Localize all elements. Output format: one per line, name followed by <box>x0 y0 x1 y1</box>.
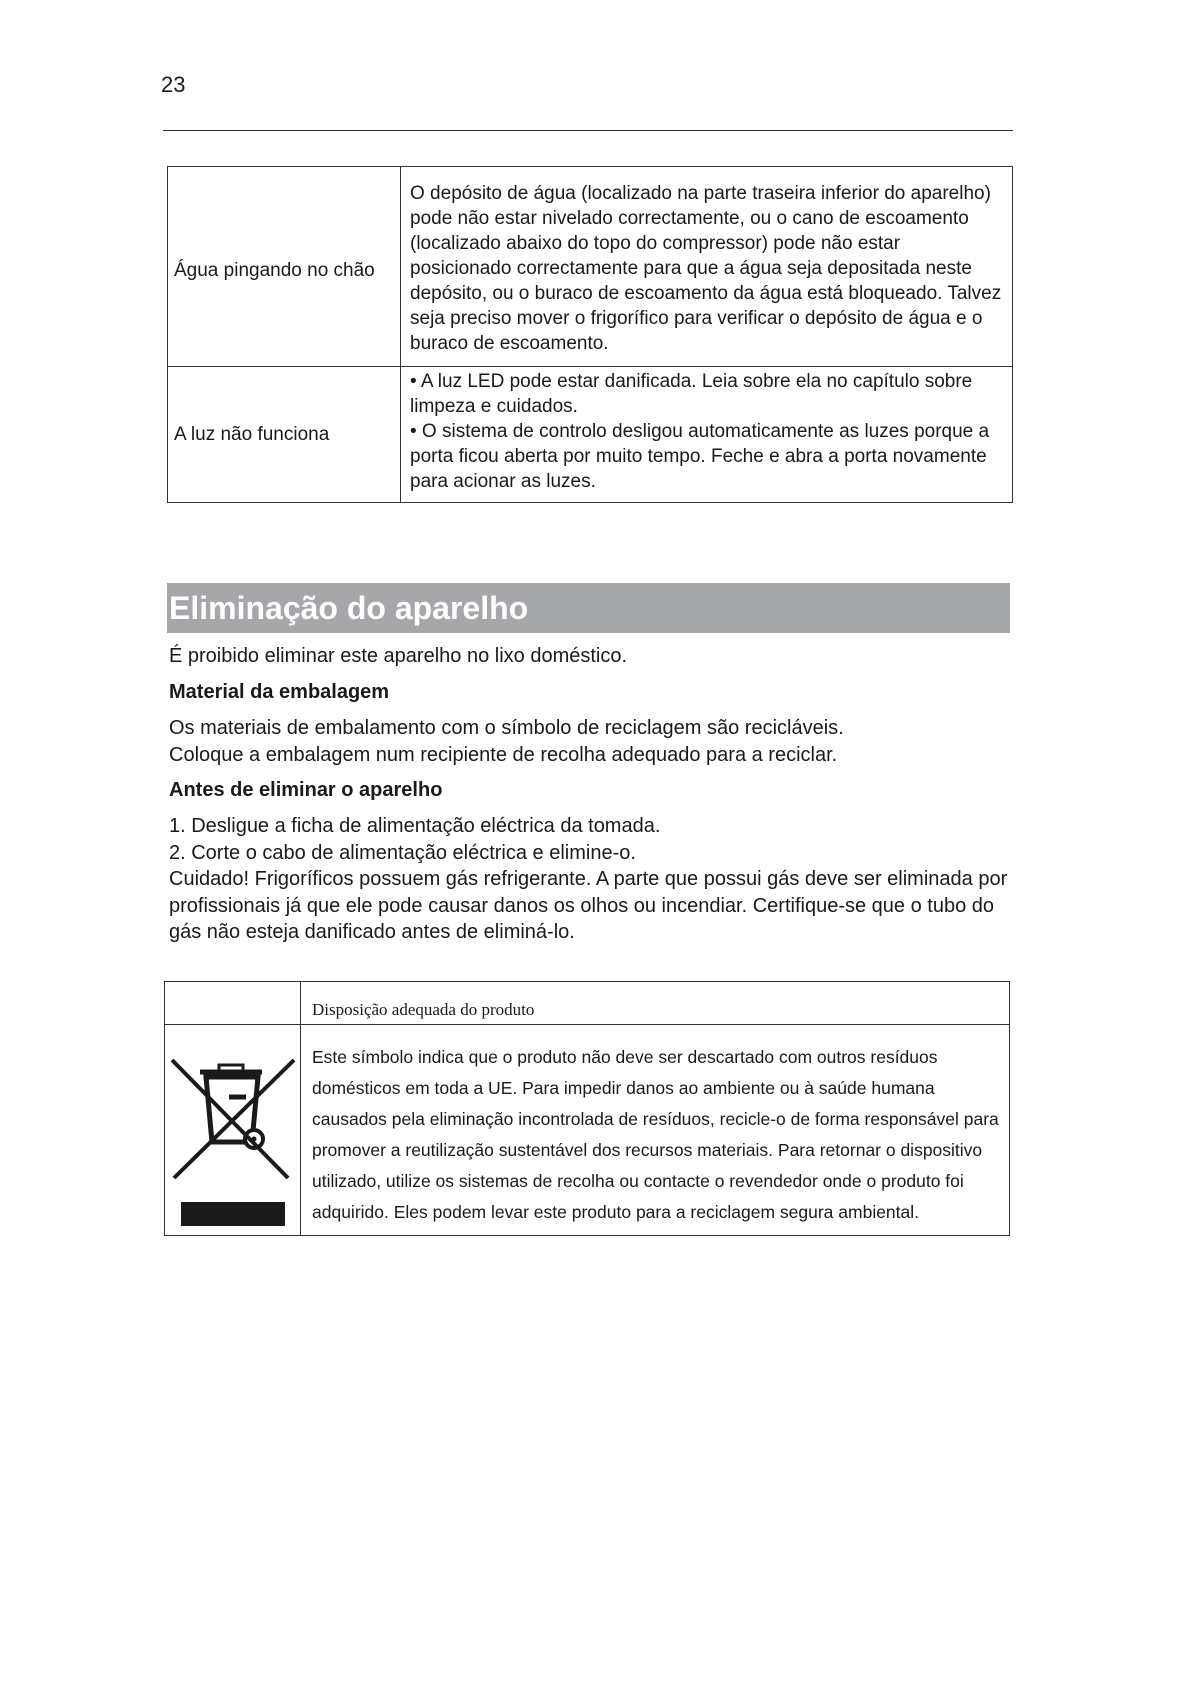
troubleshooting-table <box>167 166 1013 503</box>
problem-cell <box>168 367 401 503</box>
crossed-out-wheelie-bin-icon <box>166 1025 299 1235</box>
table-row <box>168 167 1013 367</box>
section-heading: Eliminação do aparelho <box>167 583 1010 633</box>
solution-cell: O depósito de água (localizado na parte traseira inferior do aparelho) pode não estar nivelado correctamente, ou o cano de escoamento (localizado abaixo do topo do compressor) pode não estar posicionado correctamente para que a água seja depositada neste depósito, ou o buraco de escoamento da água está bloqueado. Talvez seja preciso mover o frigorífico para verificar o depósito de água e o buraco de escoamento. <box>401 167 1013 367</box>
solution-cell <box>401 367 1013 503</box>
problem-cell <box>168 167 401 367</box>
packaging-title: Material da embalagem <box>169 681 390 703</box>
before-disposal-body <box>169 813 1014 946</box>
page-number: 23 <box>161 72 186 97</box>
intro-text: É proibido eliminar este aparelho no lixo doméstico. <box>169 645 628 667</box>
step-line: 2. Corte o cabo de alimentação eléctrica e elimine-o. <box>169 841 636 864</box>
packaging-line: Os materiais de embalamento com o símbolo de reciclagem são recicláveis. <box>169 717 844 739</box>
packaging-body <box>169 715 1014 768</box>
before-disposal-title: Antes de eliminar o aparelho <box>169 779 443 801</box>
weee-caption: Disposição adequada do produto <box>301 982 1010 1025</box>
packaging-line: Coloque a embalagem num recipiente de recolha adequado para a reciclar. <box>169 743 838 766</box>
empty-cell <box>165 982 301 1025</box>
warning-text: Cuidado! Frigoríficos possuem gás refrigerante. A parte que possui gás deve ser eliminada por profissionais já que ele pode causar danos os olhos ou incendiar. Certifique-se que o tubo do gás não esteja danificado antes de eliminá-lo. <box>169 868 1008 943</box>
header-rule <box>163 130 1013 131</box>
disposal-intro <box>169 643 1014 670</box>
weee-text: Este símbolo indica que o produto não deve ser descartado com outros resíduos domésticos em toda a UE. Para impedir danos ao ambiente ou à saúde humana causados pela eliminação incontrolada de resíduos, recicle-o de forma responsável para promover a reutilização sustentável dos recursos materiais. Para retornar o dispositivo utilizado, utilize os sistemas de recolha ou contacte o revendedor onde o produto foi adquirido. Eles podem levar este produto para a reciclagem segura ambiental. <box>301 1025 1010 1236</box>
solution-bullet: • O sistema de controlo desligou automaticamente as luzes porque a porta ficou aberta por muito tempo. Feche e abra a porta novamente para acionar as luzes. <box>410 421 990 492</box>
table-row <box>168 367 1013 503</box>
table-row <box>165 982 1010 1025</box>
problem-label: Água pingando no chão <box>174 260 375 281</box>
table-row <box>165 1025 1010 1236</box>
weee-icon-cell <box>165 1025 301 1236</box>
weee-table <box>164 981 1010 1236</box>
solution-bullet: • A luz LED pode estar danificada. Leia sobre ela no capítulo sobre limpeza e cuidados. <box>410 371 973 417</box>
step-line: 1. Desligue a ficha de alimentação eléctrica da tomada. <box>169 815 661 837</box>
problem-label: A luz não funciona <box>174 424 330 445</box>
before-disposal-section <box>169 777 1014 804</box>
packaging-section <box>169 679 1014 706</box>
